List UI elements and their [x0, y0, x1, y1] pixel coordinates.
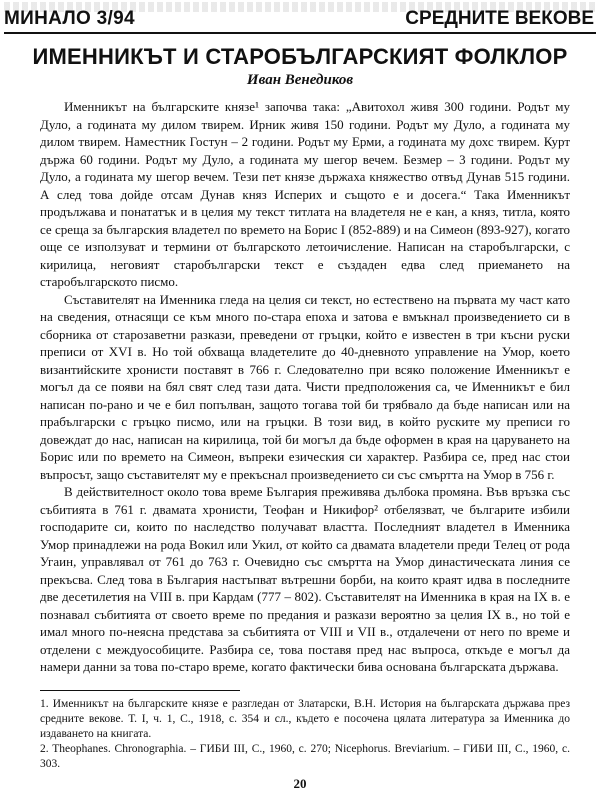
footnote-divider — [40, 690, 240, 691]
article-author: Иван Венедиков — [246, 72, 354, 88]
page-number: 20 — [293, 776, 307, 791]
page-header — [4, 2, 596, 34]
journal-issue: МИНАЛО 3/94 — [4, 8, 135, 29]
article-title: ИМЕННИКЪТ И СТАРОБЪЛГАРСКИЯТ ФОЛКЛОР — [32, 44, 568, 69]
section-title: СРЕДНИТЕ ВЕКОВЕ — [405, 8, 594, 29]
footnote: 2. Theophanes. Chronographia. – ГИБИ III, С., 1960, с. 270; Nicephorus. Breviarium. – ГИБИ III, С., 1960, с. 303. — [40, 743, 570, 770]
paragraph: Именникът на българските князе¹ започва така: „Авитохол живя 300 години. Родът му Дуло, а годината му дилом твирем. Ирник живя 150 години. Родът му Дуло, а годината му дилом твирем. Наместник Гостун – 2 години. Родът му Ерми, а годината му дохс твирем. Курт държа 60 години. Родът му Дуло, а годината му шегор вечем. Безмер – 3 години. Родът му Дуло, а годината му шегор вечем. Тези пет князе държаха княжество отвъд Дунав 515 години. А след това дойде отсам Дунав княз Исперих и същото е и досега.“ Така Именникът продължава и понататък и в целия му текст титлата на владетеля не е кан, а княз, титла, която се среща за българския владетел по времето на Борис I (852-889) и на Симеон (893-927), когато още се използуват и термини от българското летоичисление. Написан на старобългарски, с кирилица, неговият старобългарски текст е създаден едва след приемането на старобългарското писмо. — [40, 99, 570, 289]
footnotes — [40, 697, 570, 772]
footnote: 1. Именникът на българските князе е разгледан от Златарски, В.Н. История на българската държава през средните векове. Т. I, ч. 1, С., 1918, с. 354 и сл., където е посочена цялата литература за Именника до издаването на книгата. — [40, 698, 570, 740]
paragraph: Съставителят на Именника гледа на целия си текст, но естествено на първата му част като на сведения, отнасящи се към много по-стара епоха и затова е вмъкнал произведението си в сборника от старозаветни разкази, преведени от гръцки, който е известен в три късни руски преписи от XVI в. Но той обхваща владетелите до 40-дневното управление на Умор, което византийските хронисти поставят в 766 г. Следователно при всяко положение Именникът е могъл да се появи на бял свят след тази дата. Чисти предположения са, че Именникът е бил написан по-рано и че е бил попълван, защото тогава той би трябвало да бъде написан или на прабългарски с гръцко писмо, или на гръцки. В този вид, в който руските му преписи го довеждат до нас, написан на кирилица, той би могъл да бъде оформен в края на царуването на Борис или по времето на Симеон, въпреки езическия си характер. Разбира се, пред нас стои въпросът, защо съставителят му е прекъснал произведението си със смъртта на Умор в 756 г. — [40, 291, 570, 482]
paragraph: В действителност около това време България преживява дълбока промяна. Във връзка със събитията в 761 г. двамата хронисти, Теофан и Никифор² отбелязват, че българите избили господарите си, които по наследство получават властта. Последният владетел в Именника Умор принадлежи на рода Вокил или Укил, от който са двамата владетели преди Телец от рода Угаин, управлявал от 761 до 763 г. Очевидно със смъртта на Умор династическата линия се прекъсва. След това в България настъпват вътрешни борби, на които краят идва в последните две десетилетия на VIII в. при Кардам (777 – 802). Съставителят на Именника в края на IX в. е познавал събитията от своето време по предания и разкази вероятно за целия IX в., но той е имал много по-неясна представа за събитията от VIII и VII в., отдалечени от него по време и отделени с междуособиците. Разбира се, това поставя пред нас въпроса, откъде е могъл да намери данни за това по-старо време, когато фактически бива основана българската държава. — [40, 484, 570, 674]
article-body — [40, 98, 570, 676]
